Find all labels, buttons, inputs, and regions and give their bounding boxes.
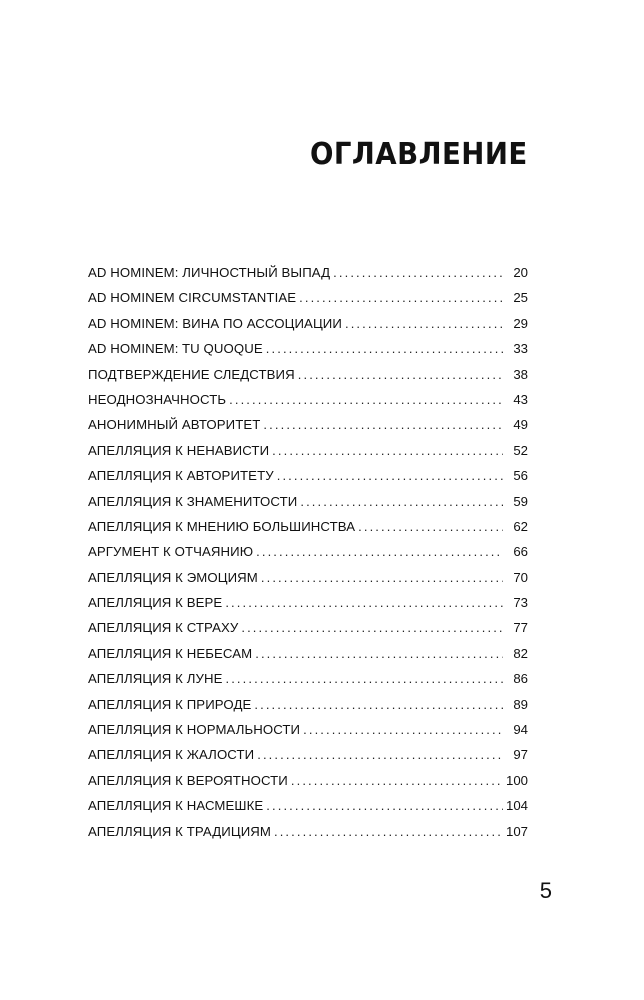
toc-entry-page: 73 xyxy=(513,595,528,611)
toc-leader-dots xyxy=(266,342,503,355)
toc-leader-dots xyxy=(303,723,503,736)
toc-entry-title: АПЕЛЛЯЦИЯ К ЗНАМЕНИТОСТИ xyxy=(88,493,298,509)
toc-entry-page: 43 xyxy=(513,391,528,407)
toc-leader-dots xyxy=(333,266,503,279)
toc-entry[interactable] xyxy=(88,520,528,545)
table-of-contents xyxy=(88,266,528,850)
toc-leader-dots xyxy=(277,469,503,482)
toc-leader-dots xyxy=(274,825,503,838)
toc-entry-page: 89 xyxy=(513,696,528,712)
toc-entry-page: 49 xyxy=(513,417,528,433)
toc-entry-page: 29 xyxy=(513,315,528,331)
toc-leader-dots xyxy=(256,545,503,558)
toc-entry-page: 97 xyxy=(513,747,528,763)
toc-entry-title: АПЕЛЛЯЦИЯ К НЕБЕСАМ xyxy=(88,645,253,661)
toc-leader-dots xyxy=(225,672,503,685)
toc-entry-title: АПЕЛЛЯЦИЯ К ВЕРЕ xyxy=(88,595,223,611)
toc-entry-page: 77 xyxy=(513,620,528,636)
toc-entry-page: 52 xyxy=(513,442,528,458)
toc-entry-title: АПЕЛЛЯЦИЯ К НОРМАЛЬНОСТИ xyxy=(88,722,301,738)
toc-entry[interactable] xyxy=(88,571,528,596)
toc-leader-dots xyxy=(345,317,503,330)
toc-leader-dots xyxy=(255,647,503,660)
toc-entry-page: 82 xyxy=(513,645,528,661)
toc-entry[interactable] xyxy=(88,723,528,748)
toc-entry-title: АПЕЛЛЯЦИЯ К ПРИРОДЕ xyxy=(88,696,252,712)
toc-entry-title: АПЕЛЛЯЦИЯ К ЛУНЕ xyxy=(88,671,223,687)
toc-entry-title: AD HOMINEM: ВИНА ПО АССОЦИАЦИИ xyxy=(88,315,342,331)
toc-entry-page: 62 xyxy=(513,518,528,534)
toc-entry[interactable] xyxy=(88,825,528,850)
toc-entry[interactable] xyxy=(88,748,528,773)
toc-leader-dots xyxy=(229,393,503,406)
toc-entry-title: ПОДТВЕРЖДЕНИЕ СЛЕДСТВИЯ xyxy=(88,366,295,382)
toc-leader-dots xyxy=(358,520,503,533)
toc-leader-dots xyxy=(225,596,503,609)
toc-entry-page: 94 xyxy=(513,722,528,738)
toc-entry-page: 38 xyxy=(513,366,528,382)
toc-leader-dots xyxy=(257,748,503,761)
toc-entry-title: АПЕЛЛЯЦИЯ К АВТОРИТЕТУ xyxy=(88,468,274,484)
toc-entry-page: 33 xyxy=(513,341,528,357)
toc-entry[interactable] xyxy=(88,317,528,342)
toc-entry-page: 66 xyxy=(513,544,528,560)
toc-entry[interactable] xyxy=(88,418,528,443)
toc-leader-dots xyxy=(272,444,503,457)
toc-entry[interactable] xyxy=(88,444,528,469)
toc-entry[interactable] xyxy=(88,647,528,672)
toc-entry-page: 100 xyxy=(505,772,528,788)
toc-leader-dots xyxy=(299,291,503,304)
toc-entry-title: АПЕЛЛЯЦИЯ К СТРАХУ xyxy=(88,620,239,636)
toc-leader-dots xyxy=(254,698,503,711)
toc-entry-page: 107 xyxy=(505,823,528,839)
toc-entry-title: АПЕЛЛЯЦИЯ К НЕНАВИСТИ xyxy=(88,442,270,458)
toc-leader-dots xyxy=(241,621,503,634)
toc-entry-title: АПЕЛЛЯЦИЯ К ЭМОЦИЯМ xyxy=(88,569,258,585)
toc-entry-title: НЕОДНОЗНАЧНОСТЬ xyxy=(88,391,227,407)
toc-entry[interactable] xyxy=(88,774,528,799)
toc-entry-page: 20 xyxy=(513,265,528,280)
toc-entry-title: AD HOMINEM: ЛИЧНОСТНЫЙ ВЫПАД xyxy=(88,265,331,280)
toc-leader-dots xyxy=(261,571,503,584)
toc-entry-title: АПЕЛЛЯЦИЯ К МНЕНИЮ БОЛЬШИНСТВА xyxy=(88,518,356,534)
toc-entry-title: АПЕЛЛЯЦИЯ К НАСМЕШКЕ xyxy=(88,798,264,814)
toc-entry-title: АНОНИМНЫЙ АВТОРИТЕТ xyxy=(88,417,261,433)
toc-entry[interactable] xyxy=(88,545,528,570)
toc-leader-dots xyxy=(300,495,503,508)
toc-entry[interactable] xyxy=(88,495,528,520)
toc-entry[interactable] xyxy=(88,698,528,723)
toc-entry-title: AD HOMINEM: TU QUOQUE xyxy=(88,341,263,357)
toc-entry-title: АПЕЛЛЯЦИЯ К ТРАДИЦИЯМ xyxy=(88,823,271,839)
toc-entry-page: 59 xyxy=(513,493,528,509)
toc-entry[interactable] xyxy=(88,266,528,291)
toc-leader-dots xyxy=(298,368,503,381)
toc-entry-title: АПЕЛЛЯЦИЯ К ЖАЛОСТИ xyxy=(88,747,255,763)
toc-entry[interactable] xyxy=(88,596,528,621)
toc-leader-dots xyxy=(263,418,503,431)
toc-entry-title: АРГУМЕНТ К ОТЧАЯНИЮ xyxy=(88,544,254,560)
toc-entry[interactable] xyxy=(88,621,528,646)
toc-entry[interactable] xyxy=(88,672,528,697)
toc-entry[interactable] xyxy=(88,393,528,418)
toc-entry-page: 70 xyxy=(513,569,528,585)
page-number: 5 xyxy=(539,878,552,903)
toc-entry[interactable] xyxy=(88,342,528,367)
toc-leader-dots xyxy=(266,799,503,812)
toc-entry[interactable] xyxy=(88,799,528,824)
toc-entry-page: 56 xyxy=(513,468,528,484)
toc-entry[interactable] xyxy=(88,469,528,494)
toc-entry-page: 104 xyxy=(505,798,528,814)
toc-entry[interactable] xyxy=(88,291,528,316)
toc-entry[interactable] xyxy=(88,368,528,393)
toc-entry-page: 25 xyxy=(513,290,528,306)
toc-entry-title: АПЕЛЛЯЦИЯ К ВЕРОЯТНОСТИ xyxy=(88,772,288,788)
toc-leader-dots xyxy=(291,774,503,787)
toc-entry-page: 86 xyxy=(513,671,528,687)
toc-entry-title: AD HOMINEM CIRCUMSTANTIAE xyxy=(88,290,297,306)
page-title: ОГЛАВЛЕНИЕ xyxy=(310,137,528,172)
